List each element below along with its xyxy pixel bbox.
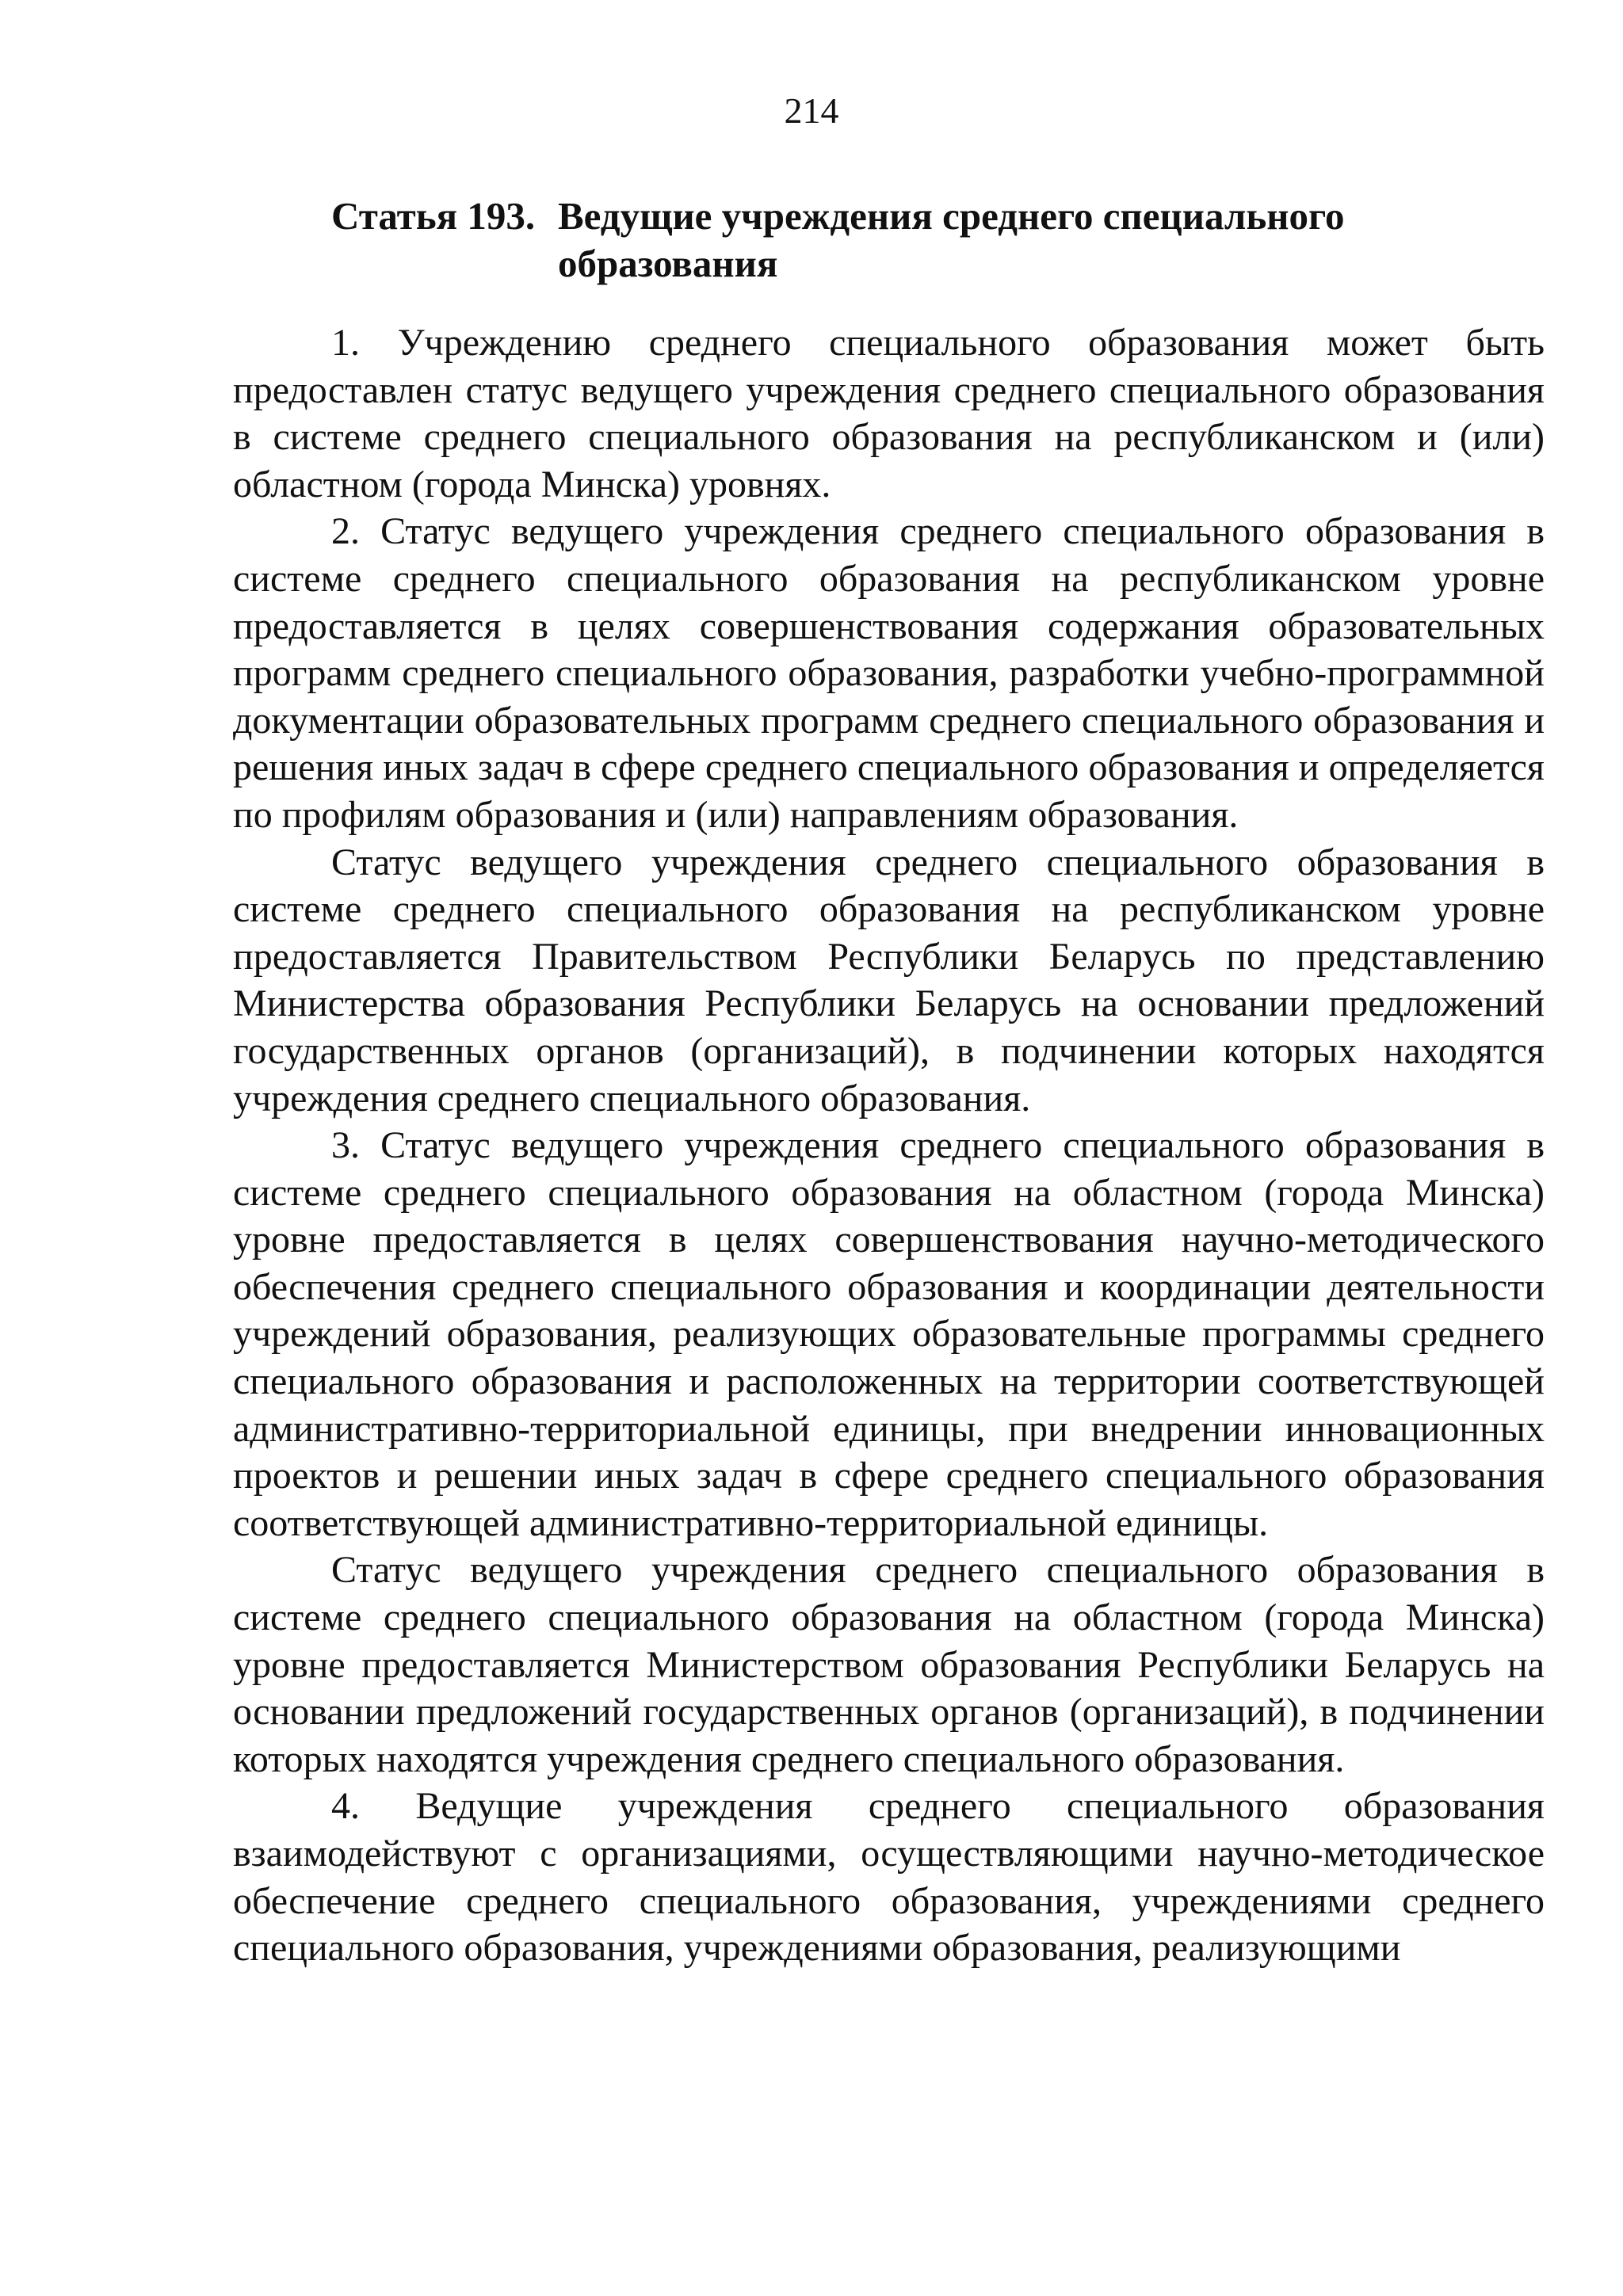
- article-number: Статья 193.: [331, 194, 536, 238]
- page-number: 214: [784, 90, 839, 131]
- paragraph-4: 3. Статус ведущего учреждения среднего специального образования в системе среднего специального образования на областном (города Минска) уровне предоставляется в целях совершенствования научно-методического обеспечения среднего специального образования и координации деятельности учреждений образования, реализующих образовательные программы среднего специального образования и расположенных на территории соответствующей административно-территориальной единицы, при внедрении инновационных проектов и решении иных задач в сфере среднего специального образования соответствующей административно-территориальной единицы.: [233, 1124, 1545, 1544]
- article-title: Ведущие учреждения среднего специального образования: [558, 194, 1345, 285]
- paragraph-1: 1. Учреждению среднего специального образования может быть предоставлен статус ведущего учреждения среднего специального образования в системе среднего специального образования на республиканском и (или) областном (города Минска) уровнях.: [233, 322, 1545, 505]
- paragraph-3: Статус ведущего учреждения среднего специального образования в системе среднего специального образования на республиканском уровне предоставляется Правительством Республики Беларусь по представлению Министерства образования Республики Беларусь на основании предложений государственных органов (организаций), в подчинении которых находятся учреждения среднего специального образования.: [233, 841, 1545, 1119]
- article-heading: [331, 193, 1568, 288]
- paragraph-2: 2. Статус ведущего учреждения среднего специального образования в системе среднего специального образования на республиканском уровне предоставляется в целях совершенствования содержания образовательных программ среднего специального образования, разработки учебно-программной документации образовательных программ среднего специального образования и решения иных задач в сфере среднего специального образования и определяется по профилям образования и (или) направлениям образования.: [233, 510, 1545, 836]
- article-body: [233, 319, 1545, 1972]
- paragraph-5: Статус ведущего учреждения среднего специального образования в системе среднего специального образования на областном (города Минска) уровне предоставляется Министерством образования Республики Беларусь на основании предложений государственных органов (организаций), в подчинении которых находятся учреждения среднего специального образования.: [233, 1549, 1545, 1780]
- paragraph-6: 4. Ведущие учреждения среднего специального образования взаимодействуют с организациями, осуществляющими научно-методическое обеспечение среднего специального образования, учреждениями среднего специального образования, учреждениями образования, реализующими: [233, 1785, 1545, 1970]
